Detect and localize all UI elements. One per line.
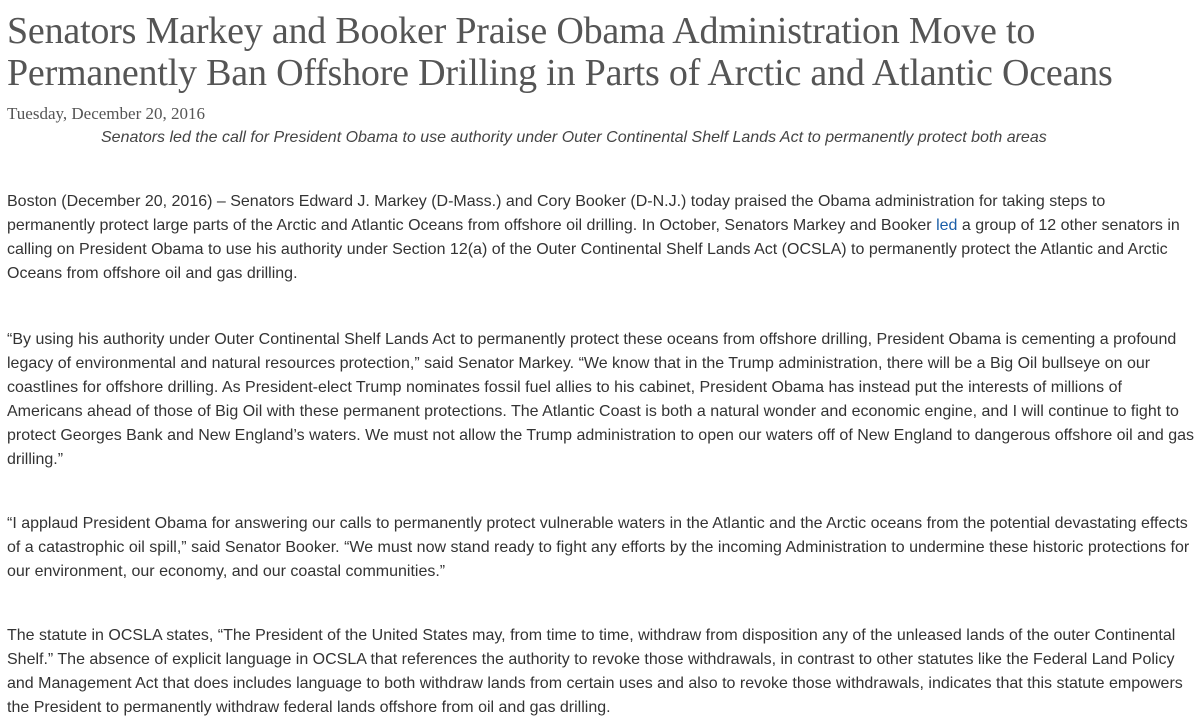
press-release — [7, 0, 1195, 716]
markey-attribution: said Senator Markey — [424, 355, 570, 372]
page-title: Senators Markey and Booker Praise Obama Administration Move to Permanently Ban Offshore Drilling in Parts of Arctic and Atlantic Oceans — [7, 10, 1113, 94]
paragraph-markey-quote — [7, 328, 1195, 472]
paragraph-intro — [7, 190, 1195, 286]
led-link[interactable]: led — [936, 217, 958, 234]
booker-quote-start: “I applaud President Obama for answering our calls to permanently protect vulnerable waters in the Atlantic and the Arctic oceans from the potential devastating effects of a catastrophic oil spill,” — [7, 515, 1188, 556]
intro-text-end: a group of 12 other senators in calling on President Obama to use his authority under Section 12(a) of the Outer Continental Shelf Lands Act (OCSLA) to permanently protect the Atlantic and Arctic Oceans from offshore oil and gas drilling. — [7, 217, 1180, 282]
intro-text-start: Boston (December 20, 2016) – Senators Edward J. Markey (D-Mass.) and Cory Booker (D-N.J.) today praised the Obama administration for taking steps to permanently protect large parts of the Arctic and Atlantic Oceans from offshore oil drilling. In October, Senators Markey and Booker — [7, 193, 1106, 234]
booker-attribution: said Senator Booker — [191, 539, 336, 556]
markey-quote-end: . “We know that in the Trump administration, there will be a Big Oil bullseye on our coastlines for offshore drilling. As President-elect Trump nominates fossil fuel allies to his cabinet, President Obama has instead put the interests of millions of Americans ahead of those of Big Oil with these permanent protections. The Atlantic Coast is both a natural wonder and economic engine, and I will continue to fight to protect Georges Bank and New England’s waters. We must not allow the Trump administration to open our waters off of New England to dangerous offshore oil and gas drilling.” — [7, 355, 1195, 468]
paragraph-booker-quote — [7, 512, 1195, 584]
paragraph-statute: The statute in OCSLA states, “The President of the United States may, from time to time, withdraw from disposition any of the unleased lands of the outer Continental Shelf.” The absence of explicit language in OCSLA that references the authority to revoke those withdrawals, in contrast to other statutes like the Federal Land Policy and Management Act that does includes language to both withdraw lands from certain uses and also to revoke those withdrawals, indicates that this statute empowers the President to permanently withdraw federal lands offshore from oil and gas drilling. — [7, 627, 1183, 716]
subtitle: Senators led the call for President Obama to use authority under Outer Continental Shelf Lands Act to permanently protect both areas — [101, 129, 1047, 146]
booker-quote-end: . “We must now stand ready to fight any efforts by the incoming Administration to undermine these historic protections for our environment, our economy, and our coastal communities.” — [7, 539, 1190, 580]
markey-quote-start: “By using his authority under Outer Continental Shelf Lands Act to permanently protect these oceans from offshore drilling, President Obama is cementing a profound legacy of environmental and natural resources protection,” — [7, 331, 1177, 372]
publish-date: Tuesday, December 20, 2016 — [7, 104, 205, 123]
